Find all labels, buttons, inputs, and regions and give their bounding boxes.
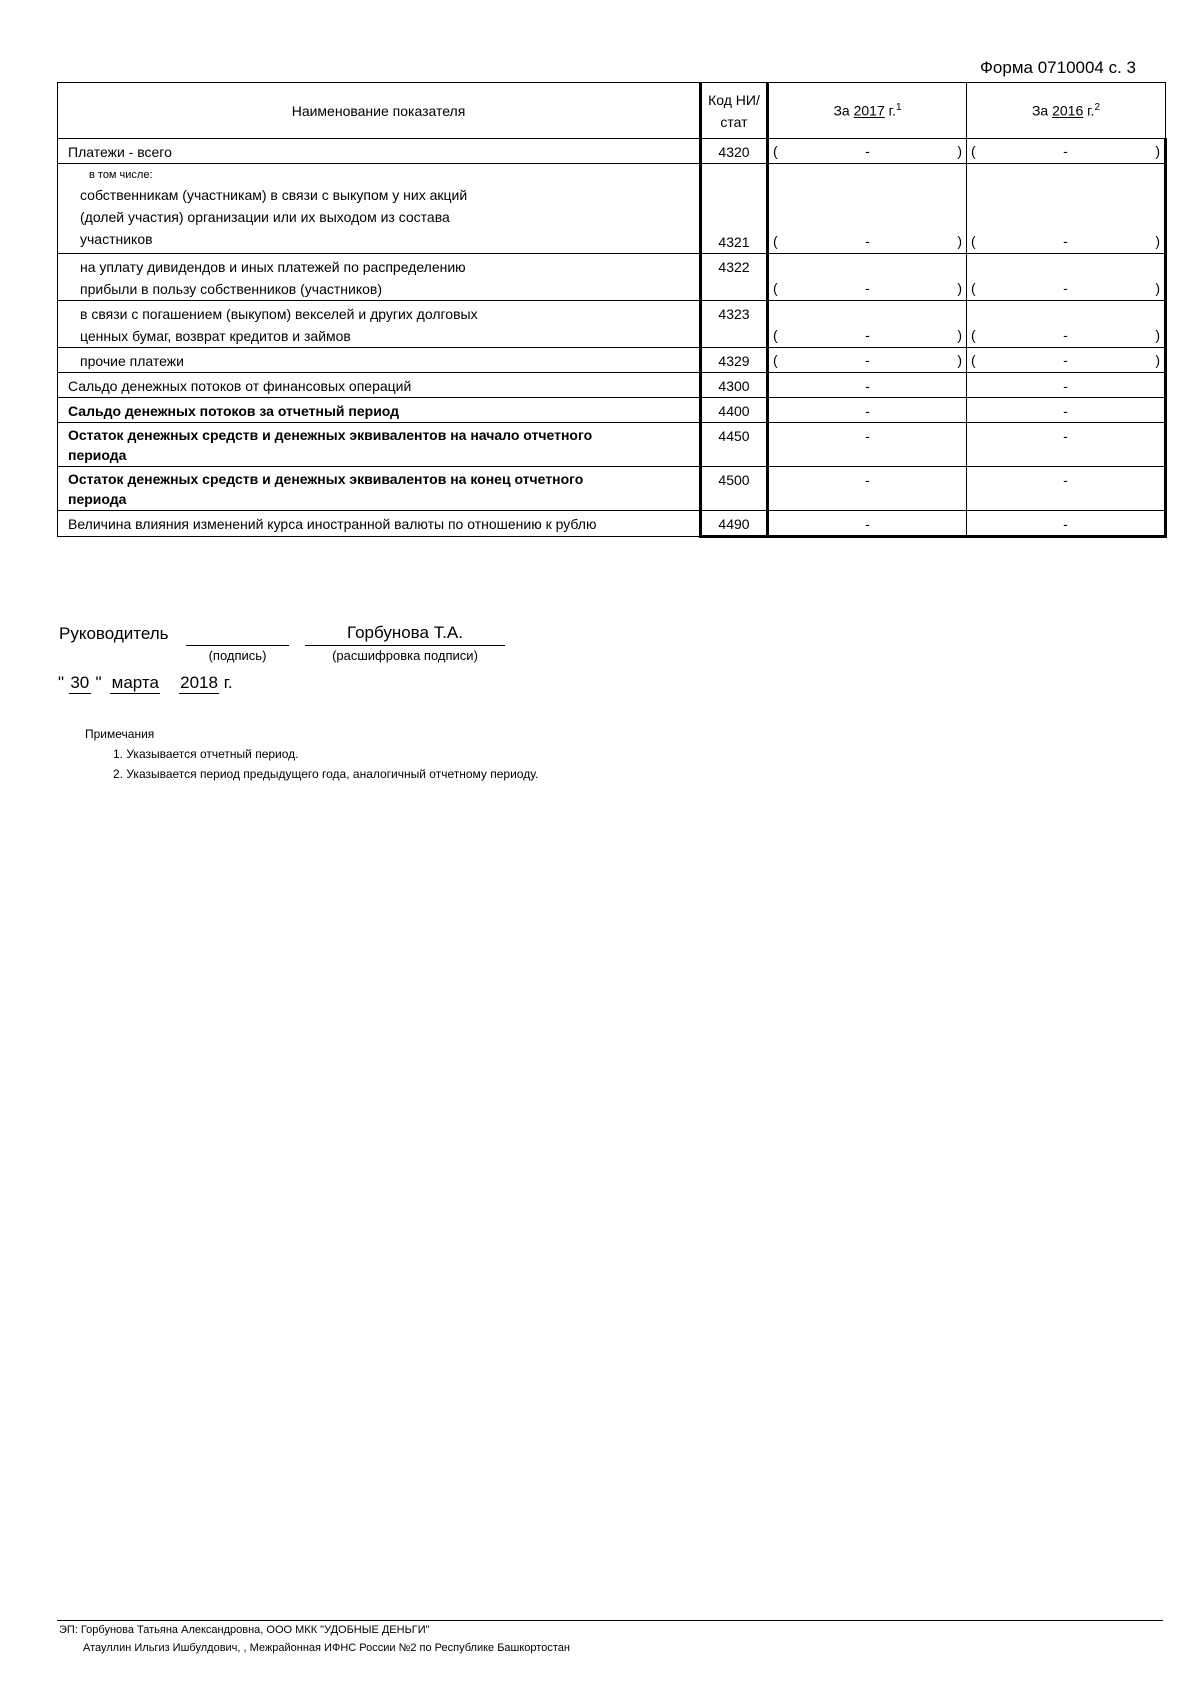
table-row — [58, 164, 1166, 254]
row-name — [58, 348, 701, 373]
header-name: Наименование показателя — [58, 83, 701, 139]
row-name: Сальдо денежных потоков за отчетный период — [58, 398, 701, 423]
row-name-line: участников — [80, 231, 153, 247]
paren-open: ( — [971, 143, 976, 159]
table-row — [58, 511, 1166, 537]
row-name-line: прочие платежи — [80, 353, 184, 369]
header-code — [701, 83, 768, 139]
row-value-2016 — [967, 301, 1166, 348]
paren-close: ) — [1155, 352, 1160, 368]
value-dash: - — [1063, 143, 1068, 159]
paren-close: ) — [957, 233, 962, 249]
row-value-2017 — [768, 511, 967, 537]
value-dash: - — [1063, 233, 1068, 249]
signature-date — [58, 673, 233, 694]
paren-open: ( — [971, 233, 976, 249]
table-row — [58, 398, 1166, 423]
header-col-2017 — [768, 83, 967, 139]
paren-close: ) — [1155, 143, 1160, 159]
value-dash: - — [865, 352, 870, 368]
row-code: 4329 — [701, 348, 768, 373]
row-value-2016 — [967, 511, 1166, 537]
row-name — [58, 423, 701, 467]
footer-signature-1: ЭП: Горбунова Татьяна Александровна, ООО МКК "УДОБНЫЕ ДЕНЬГИ" — [59, 1624, 430, 1636]
header-col2-suffix: г. — [1087, 102, 1095, 119]
row-name-line: в связи с погашением (выкупом) векселей и других долговых — [80, 306, 478, 322]
date-day: 30 — [70, 673, 90, 692]
row-name-line: прибыли в пользу собственников (участников) — [80, 281, 382, 297]
row-name: Платежи - всего — [58, 139, 701, 164]
row-name — [58, 301, 701, 348]
row-code: 4322 — [701, 254, 768, 301]
row-name: Величина влияния изменений курса иностранной валюты по отношению к рублю — [58, 511, 701, 537]
date-quote-close: " — [95, 673, 102, 692]
date-year: 2018 — [180, 673, 218, 692]
header-col1-sup: 1 — [895, 102, 902, 114]
value-dash: - — [1063, 516, 1068, 532]
value-dash: - — [865, 403, 870, 419]
row-code: 4300 — [701, 373, 768, 398]
value-dash: - — [865, 233, 870, 249]
row-value-2017 — [768, 467, 967, 511]
row-name-line: периода — [68, 447, 127, 463]
row-value-2017 — [768, 164, 967, 254]
header-code-line2: стат — [720, 113, 748, 130]
value-dash: - — [865, 428, 870, 444]
row-code: 4321 — [701, 164, 768, 254]
row-value-2016 — [967, 164, 1166, 254]
paren-close: ) — [1155, 327, 1160, 343]
row-value-2016 — [967, 348, 1166, 373]
header-col2-sup: 2 — [1094, 102, 1101, 114]
row-name — [58, 254, 701, 301]
signature-caption: (подпись) — [208, 648, 267, 663]
header-col2-year: 2016 — [1052, 102, 1084, 119]
form-code: Форма 0710004 с. 3 — [980, 58, 1137, 77]
row-value-2017 — [768, 423, 967, 467]
paren-close: ) — [957, 143, 962, 159]
table-row — [58, 348, 1166, 373]
value-dash: - — [1063, 280, 1068, 296]
paren-close: ) — [957, 327, 962, 343]
notes-item: 1. Указывается отчетный период. — [113, 747, 299, 761]
value-dash: - — [1063, 378, 1068, 394]
row-value-2016 — [967, 398, 1166, 423]
notes-item: 2. Указывается период предыдущего года, аналогичный отчетному периоду. — [113, 767, 539, 781]
row-value-2017 — [768, 348, 967, 373]
table-row — [58, 467, 1166, 511]
row-value-2016 — [967, 373, 1166, 398]
value-dash: - — [865, 516, 870, 532]
notes-title: Примечания — [85, 727, 155, 741]
value-dash: - — [1063, 472, 1068, 488]
row-sublabel: в том числе: — [89, 169, 153, 181]
row-name-line: на уплату дивидендов и иных платежей по распределению — [80, 259, 466, 275]
table-row — [58, 301, 1166, 348]
paren-open: ( — [773, 327, 778, 343]
value-dash: - — [1063, 428, 1068, 444]
header-col-2016 — [967, 83, 1166, 139]
paren-close: ) — [957, 352, 962, 368]
row-code: 4400 — [701, 398, 768, 423]
row-name-line: (долей участия) организации или их выходом из состава — [80, 209, 450, 225]
row-name-line: Остаток денежных средств и денежных эквивалентов на начало отчетного — [68, 427, 593, 443]
row-code: 4450 — [701, 423, 768, 467]
cash-flow-table — [57, 82, 1167, 538]
row-name: Сальдо денежных потоков от финансовых операций — [58, 373, 701, 398]
date-quote-open: " — [58, 673, 65, 692]
row-value-2016 — [967, 423, 1166, 467]
table-row — [58, 373, 1166, 398]
signature-name-caption: (расшифровка подписи) — [332, 648, 478, 663]
row-value-2017 — [768, 254, 967, 301]
table-row — [58, 254, 1166, 301]
paren-close: ) — [1155, 280, 1160, 296]
paren-open: ( — [773, 233, 778, 249]
paren-open: ( — [971, 280, 976, 296]
header-code-line1: Код НИ/ — [708, 91, 760, 108]
row-value-2016 — [967, 467, 1166, 511]
paren-open: ( — [971, 327, 976, 343]
signature-label: Руководитель — [59, 624, 169, 643]
row-value-2016 — [967, 139, 1166, 164]
row-value-2017 — [768, 301, 967, 348]
table-header-row — [58, 83, 1166, 139]
value-dash: - — [865, 143, 870, 159]
header-col1-year: 2017 — [853, 102, 885, 119]
value-dash: - — [865, 327, 870, 343]
value-dash: - — [1063, 403, 1068, 419]
row-code: 4500 — [701, 467, 768, 511]
signature-name: Горбунова Т.А. — [305, 623, 505, 646]
footer-divider — [57, 1620, 1163, 1621]
date-suffix: г. — [223, 673, 233, 692]
notes — [85, 724, 538, 784]
value-dash: - — [865, 280, 870, 296]
row-code: 4320 — [701, 139, 768, 164]
value-dash: - — [865, 472, 870, 488]
header-col1-suffix: г. — [888, 102, 896, 119]
table-row — [58, 423, 1166, 467]
row-code: 4323 — [701, 301, 768, 348]
paren-close: ) — [1155, 233, 1160, 249]
value-dash: - — [1063, 352, 1068, 368]
header-col2-prefix: За — [1031, 102, 1049, 119]
row-name-line: ценных бумаг, возврат кредитов и займов — [80, 328, 351, 344]
row-name — [58, 467, 701, 511]
row-value-2017 — [768, 373, 967, 398]
header-col1-prefix: За — [833, 102, 850, 119]
value-dash: - — [1063, 327, 1068, 343]
row-value-2017 — [768, 398, 967, 423]
footer-signature-2: Атауллин Ильгиз Ишбулдович, , Межрайонная ИФНС России №2 по Республике Башкортостан — [83, 1642, 570, 1654]
paren-open: ( — [773, 352, 778, 368]
row-name — [58, 164, 701, 254]
signature-line — [186, 645, 289, 646]
row-name-line: периода — [68, 491, 127, 507]
paren-open: ( — [971, 352, 976, 368]
row-name-line: Остаток денежных средств и денежных эквивалентов на конец отчетного — [68, 471, 584, 487]
row-name-line: собственникам (участникам) в связи с выкупом у них акций — [80, 187, 468, 203]
row-value-2017 — [768, 139, 967, 164]
date-month: марта — [111, 673, 159, 692]
row-value-2016 — [967, 254, 1166, 301]
paren-open: ( — [773, 143, 778, 159]
table-row — [58, 139, 1166, 164]
paren-close: ) — [957, 280, 962, 296]
row-code: 4490 — [701, 511, 768, 537]
value-dash: - — [865, 378, 870, 394]
paren-open: ( — [773, 280, 778, 296]
